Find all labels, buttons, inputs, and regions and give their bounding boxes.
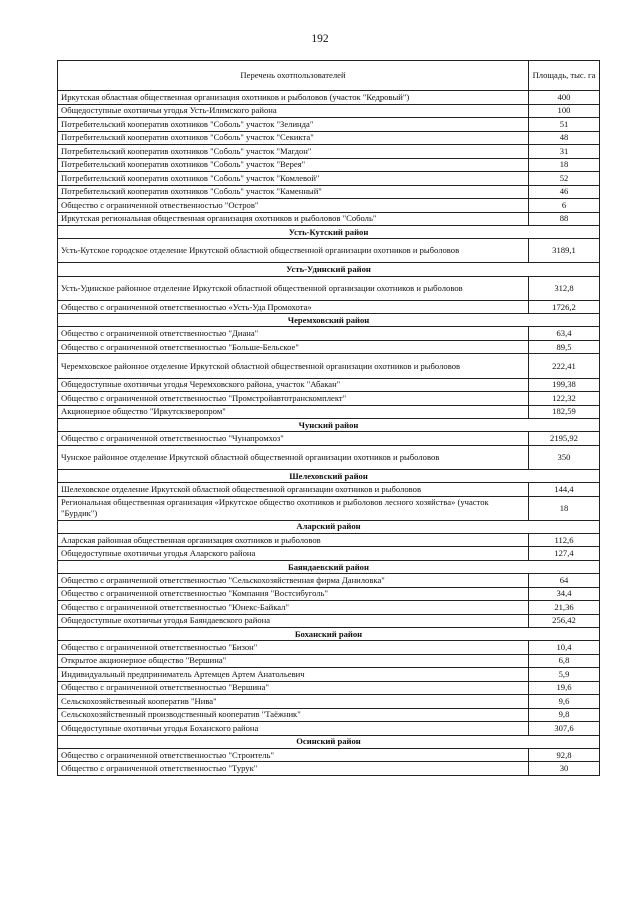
area-cell: 312,8 <box>529 276 600 300</box>
area-cell: 350 <box>529 445 600 469</box>
area-cell: 30 <box>529 762 600 775</box>
user-name-cell: Потребительский кооператив охотников "Соболь" участок "Каменный" <box>58 185 529 198</box>
user-name-cell: Общество с ограниченной ответственностью "Бизон" <box>58 641 529 654</box>
table-row <box>58 276 600 300</box>
user-name-cell: Общедоступные охотничьи угодья Черемховского района, участок "Абакан" <box>58 378 529 391</box>
table-row <box>58 681 600 694</box>
district-name: Осинский район <box>58 735 600 748</box>
table-row <box>58 654 600 667</box>
district-name: Черемховский район <box>58 314 600 327</box>
district-heading-row <box>58 419 600 432</box>
hunting-users-table <box>57 60 600 776</box>
district-heading-row <box>58 314 600 327</box>
user-name-cell: Общество с ограниченной ответственностью "Строитель" <box>58 748 529 761</box>
district-name: Шелеховский район <box>58 469 600 482</box>
user-name-cell: Потребительский кооператив охотников "Соболь" участок "Верея" <box>58 158 529 171</box>
area-cell: 34,4 <box>529 587 600 600</box>
user-name-cell: Черемховское районное отделение Иркутской областной общественной организации охотников и рыболовов <box>58 354 529 378</box>
table-row <box>58 131 600 144</box>
user-name-cell: Потребительский кооператив охотников "Соболь" участок "Магдон" <box>58 145 529 158</box>
user-name-cell: Открытое акционерное общество "Вершина" <box>58 654 529 667</box>
table-body <box>58 91 600 776</box>
table-row <box>58 199 600 212</box>
table-row <box>58 695 600 708</box>
user-name-cell: Общедоступные охотничьи угодья Боханского района <box>58 722 529 735</box>
district-name: Аларский район <box>58 520 600 533</box>
area-cell: 63,4 <box>529 327 600 340</box>
district-name: Баяндаевский район <box>58 560 600 573</box>
area-cell: 31 <box>529 145 600 158</box>
area-cell: 5,9 <box>529 668 600 681</box>
user-name-cell: Региональная общественная организация «Иркутское общество охотников и рыболовов лесного хозяйства» (участок "Бурдик") <box>58 496 529 520</box>
area-cell: 10,4 <box>529 641 600 654</box>
table-row <box>58 158 600 171</box>
user-name-cell: Сельскохозяйственный производственный кооператив "Таёжник" <box>58 708 529 721</box>
user-name-cell: Сельскохозяйственный кооператив "Нива" <box>58 695 529 708</box>
area-cell: 48 <box>529 131 600 144</box>
area-cell: 400 <box>529 91 600 104</box>
area-cell: 1726,2 <box>529 300 600 313</box>
area-cell: 18 <box>529 496 600 520</box>
area-cell: 88 <box>529 212 600 225</box>
area-cell: 6 <box>529 199 600 212</box>
area-cell: 9,8 <box>529 708 600 721</box>
table-row <box>58 340 600 353</box>
user-name-cell: Общество с ограниченной ответственностью "Юнекс-Байкал" <box>58 601 529 614</box>
user-name-cell: Потребительский кооператив охотников "Соболь" участок "Комлевой" <box>58 172 529 185</box>
area-cell: 18 <box>529 158 600 171</box>
district-name: Чунский район <box>58 419 600 432</box>
area-cell: 51 <box>529 118 600 131</box>
area-cell: 64 <box>529 574 600 587</box>
user-name-cell: Общество с ограниченной ответственностью "Вершина" <box>58 681 529 694</box>
area-cell: 46 <box>529 185 600 198</box>
table-row <box>58 145 600 158</box>
district-heading-row <box>58 263 600 276</box>
table-row <box>58 533 600 546</box>
table-row <box>58 118 600 131</box>
table-row <box>58 641 600 654</box>
area-cell: 9,6 <box>529 695 600 708</box>
table-row <box>58 212 600 225</box>
table-row <box>58 762 600 775</box>
table-row <box>58 327 600 340</box>
district-name: Боханский район <box>58 628 600 641</box>
table-row <box>58 496 600 520</box>
user-name-cell: Общество с ограниченной ответственностью "Турук" <box>58 762 529 775</box>
table-row <box>58 185 600 198</box>
user-name-cell: Общество с ограниченной ответственностью "Промстройавтотранскомплект" <box>58 392 529 405</box>
user-name-cell: Усть-Удинское районное отделение Иркутской областной общественной организации охотников и рыболовов <box>58 276 529 300</box>
table-row <box>58 483 600 496</box>
area-cell: 2195,92 <box>529 432 600 445</box>
table-row <box>58 432 600 445</box>
area-cell: 199,38 <box>529 378 600 391</box>
area-cell: 52 <box>529 172 600 185</box>
area-cell: 89,5 <box>529 340 600 353</box>
user-name-cell: Общество с ограниченной отвественностью "Остров" <box>58 199 529 212</box>
table-row <box>58 300 600 313</box>
table-row <box>58 574 600 587</box>
table-row <box>58 708 600 721</box>
header-name: Перечень охотпользователей <box>58 61 529 91</box>
table-row <box>58 547 600 560</box>
district-heading-row <box>58 628 600 641</box>
area-cell: 182,59 <box>529 405 600 418</box>
district-heading-row <box>58 226 600 239</box>
user-name-cell: Чунское районное отделение Иркутской областной общественной организации охотников и рыболовов <box>58 445 529 469</box>
table-row <box>58 668 600 681</box>
district-heading-row <box>58 520 600 533</box>
table-row <box>58 614 600 627</box>
table-row <box>58 587 600 600</box>
district-heading-row <box>58 560 600 573</box>
table-header-row <box>58 61 600 91</box>
area-cell: 112,6 <box>529 533 600 546</box>
area-cell: 222,41 <box>529 354 600 378</box>
area-cell: 19,6 <box>529 681 600 694</box>
area-cell: 307,6 <box>529 722 600 735</box>
user-name-cell: Акционерное общество "Иркутскзверопром" <box>58 405 529 418</box>
user-name-cell: Потребительский кооператив охотников "Соболь" участок "Зелинда" <box>58 118 529 131</box>
user-name-cell: Общедоступные охотничьи угодья Усть-Илимского района <box>58 104 529 117</box>
district-heading-row <box>58 735 600 748</box>
table-row <box>58 378 600 391</box>
table-row <box>58 392 600 405</box>
area-cell: 127,4 <box>529 547 600 560</box>
area-cell: 122,32 <box>529 392 600 405</box>
area-cell: 100 <box>529 104 600 117</box>
user-name-cell: Общество с ограниченной ответственностью "Компания "Востсибуголь" <box>58 587 529 600</box>
user-name-cell: Общедоступные охотничьи угодья Аларского района <box>58 547 529 560</box>
user-name-cell: Потребительский кооператив охотников "Соболь" участок "Секикта" <box>58 131 529 144</box>
table-row <box>58 405 600 418</box>
table-row <box>58 172 600 185</box>
user-name-cell: Аларская районная общественная организация охотников и рыболовов <box>58 533 529 546</box>
user-name-cell: Усть-Кутское городское отделение Иркутской областной общественной организации охотников и рыболовов <box>58 239 529 263</box>
table-row <box>58 601 600 614</box>
district-name: Усть-Кутский район <box>58 226 600 239</box>
user-name-cell: Общество с ограниченной ответственностью "Диана" <box>58 327 529 340</box>
user-name-cell: Иркутская областная общественная организация охотников и рыболовов (участок "Кедровый") <box>58 91 529 104</box>
user-name-cell: Общество с ограниченной ответственностью «Усть-Уда Промохота» <box>58 300 529 313</box>
user-name-cell: Общедоступные охотничьи угодья Баяндаевского района <box>58 614 529 627</box>
user-name-cell: Индивидуальный предприниматель Артемцев Артем Анатольевич <box>58 668 529 681</box>
area-cell: 144,4 <box>529 483 600 496</box>
user-name-cell: Общество с ограниченной ответственностью "Чунапромхоз" <box>58 432 529 445</box>
area-cell: 256,42 <box>529 614 600 627</box>
district-name: Усть-Удинский район <box>58 263 600 276</box>
area-cell: 21,36 <box>529 601 600 614</box>
table-row <box>58 722 600 735</box>
user-name-cell: Общество с ограниченной ответственностью "Сельскохозяйственная фирма Даниловка" <box>58 574 529 587</box>
table-row <box>58 748 600 761</box>
header-area: Площадь, тыс. га <box>529 61 600 91</box>
user-name-cell: Общество с ограниченной ответственностью "Больше-Бельское" <box>58 340 529 353</box>
table-row <box>58 354 600 378</box>
table-row <box>58 239 600 263</box>
page-number: 192 <box>311 33 329 45</box>
user-name-cell: Иркутская региональная общественная организация охотников и рыболовов "Соболь" <box>58 212 529 225</box>
table-row <box>58 91 600 104</box>
table-row <box>58 104 600 117</box>
user-name-cell: Шелеховское отделение Иркутской областной общественной организации охотников и рыболовов <box>58 483 529 496</box>
area-cell: 3189,1 <box>529 239 600 263</box>
area-cell: 6,8 <box>529 654 600 667</box>
area-cell: 92,8 <box>529 748 600 761</box>
district-heading-row <box>58 469 600 482</box>
table-row <box>58 445 600 469</box>
